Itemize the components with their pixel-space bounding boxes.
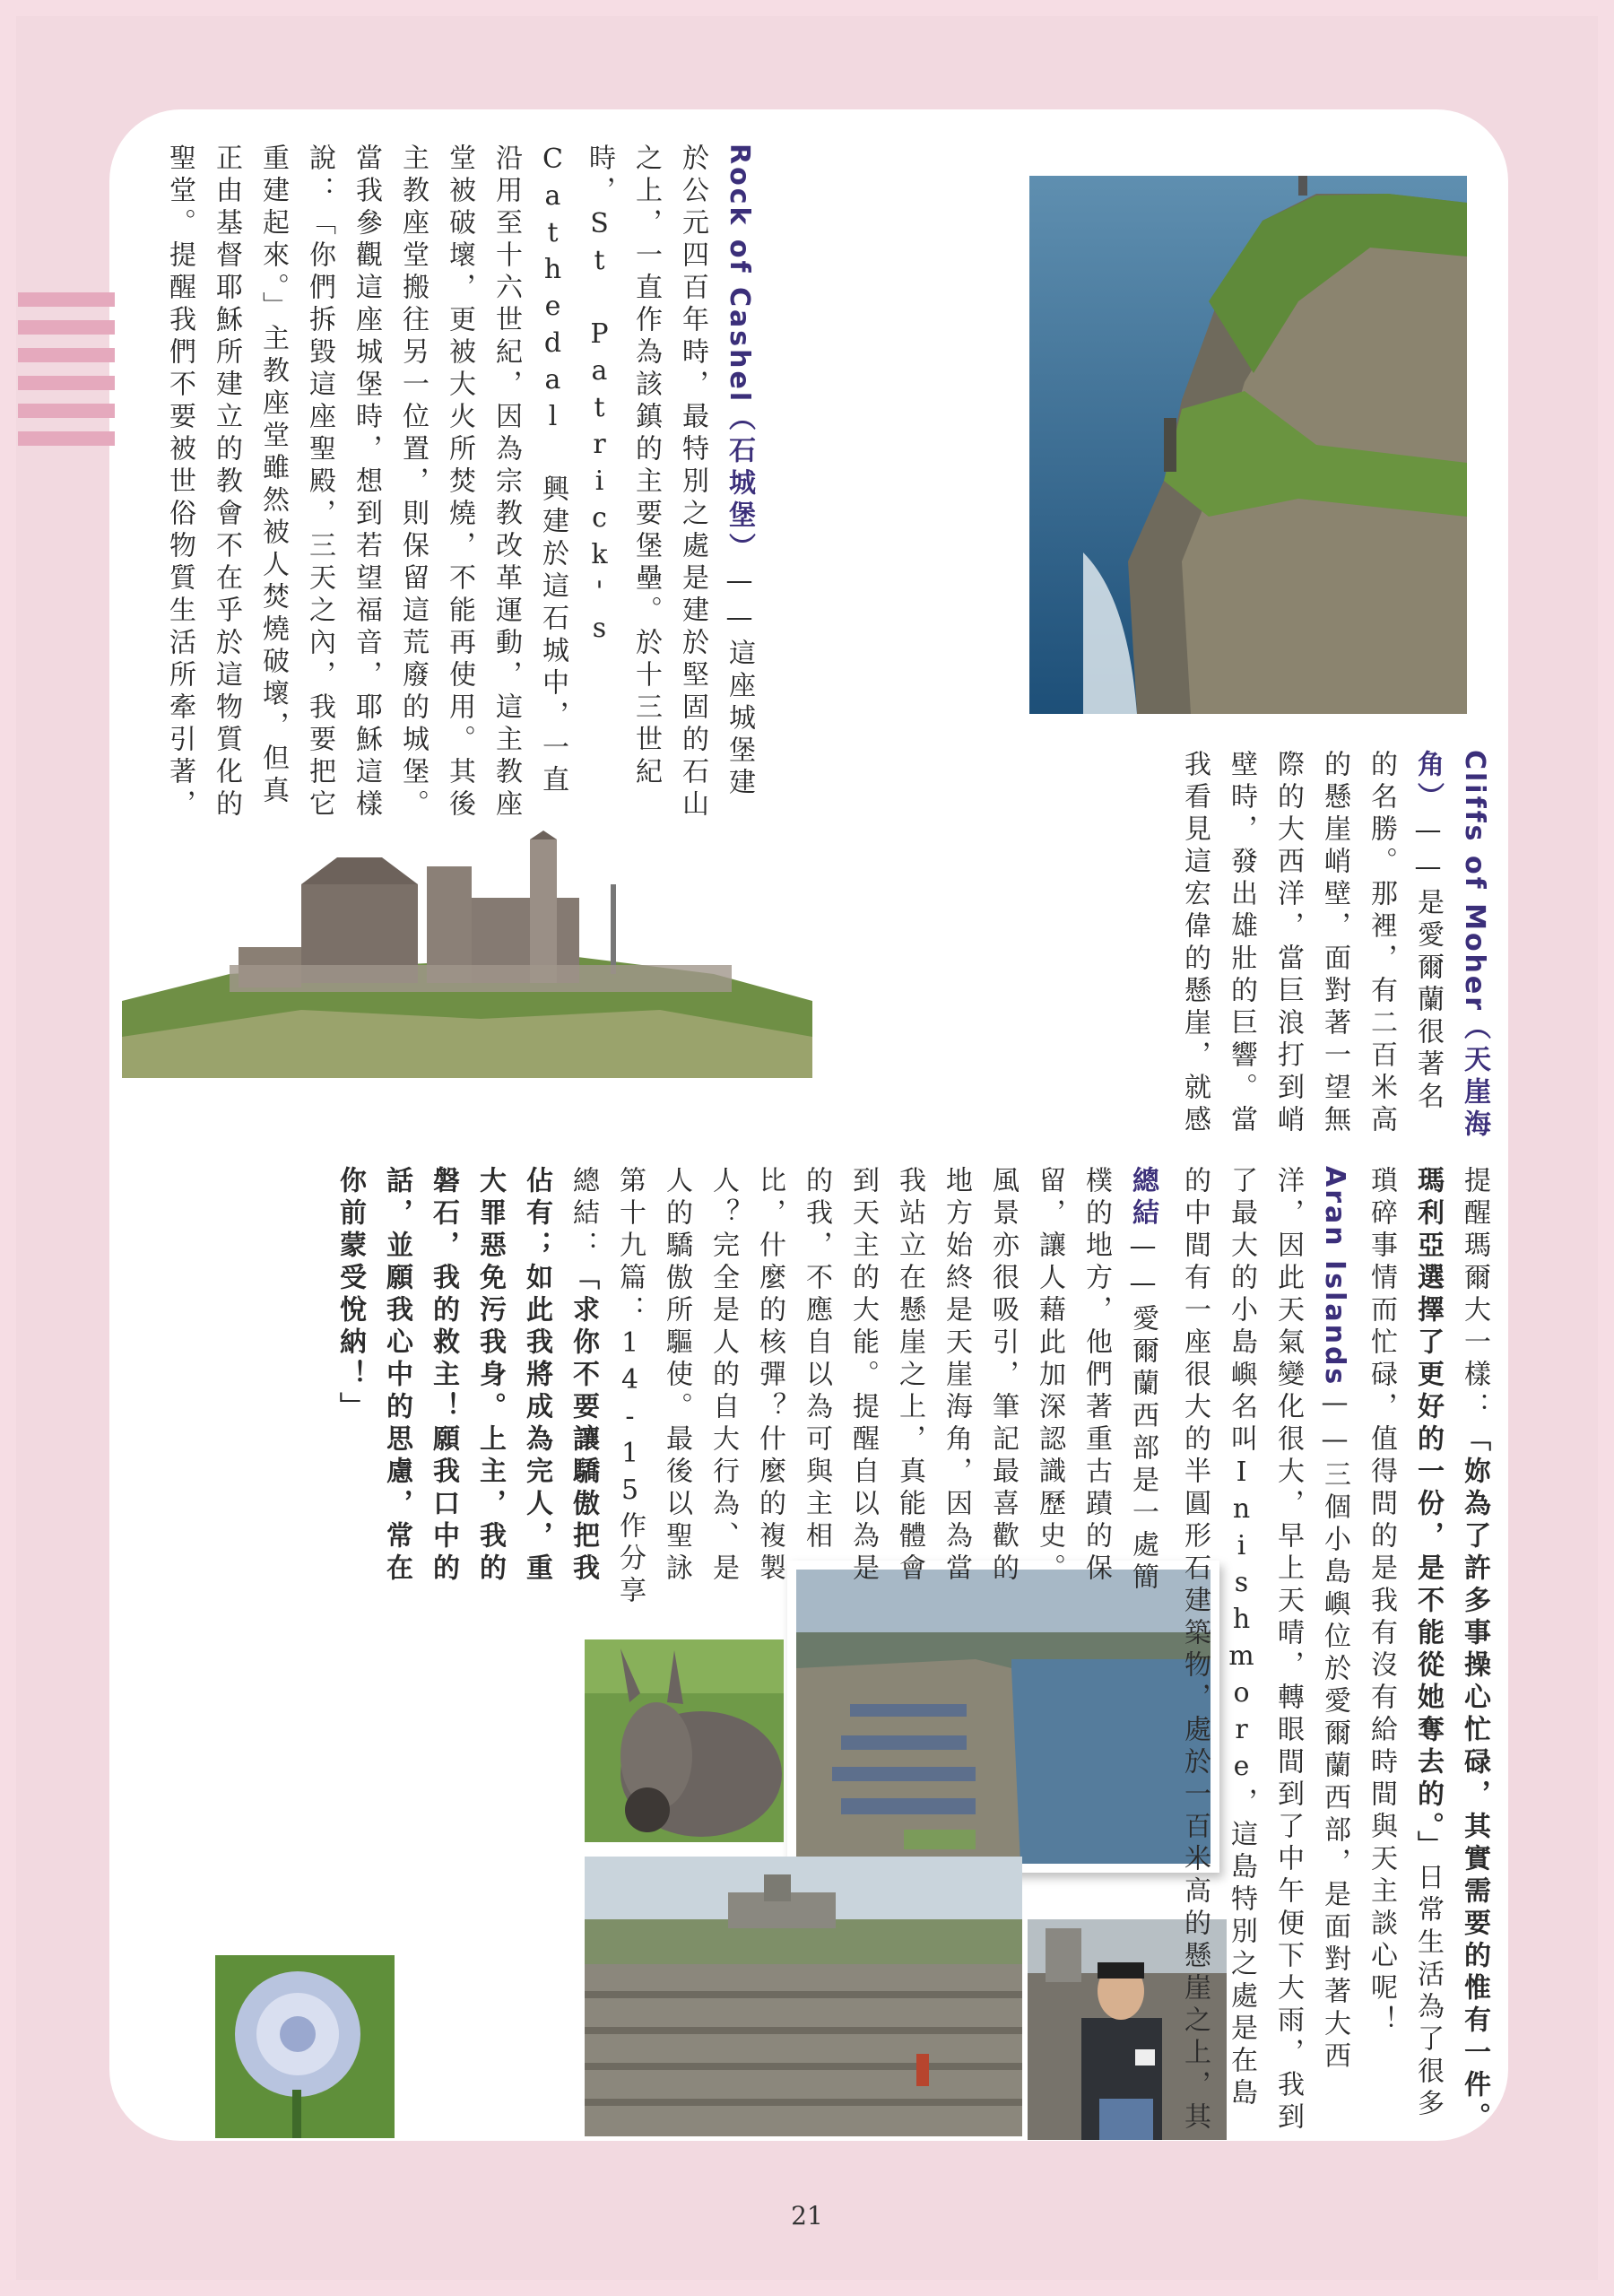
cashel-heading-cn: （石城堡）	[724, 404, 755, 566]
cliffs-section	[1171, 750, 1497, 1144]
luke-text-before: 提醒瑪爾大一樣：	[1459, 1166, 1490, 1424]
summary-dash: ——	[1127, 1231, 1158, 1304]
summary-section	[161, 1166, 1166, 1614]
cashel-dash: ——	[724, 565, 755, 639]
cliffs-text: 是愛爾蘭很著名的名勝。那裡，有二百米高的懸崖峭壁，面對著一望無際的大西洋，當巨浪打到峭壁時，發出雄壯的巨響。當我看見這宏偉的懸崖，就感	[1179, 750, 1444, 1137]
aran-dash: ——	[1319, 1387, 1350, 1461]
cashel-section	[161, 144, 762, 825]
aran-section	[1171, 1166, 1497, 2135]
cashel-text: 這座城堡建於公元四百年時，最特別之處是建於堅固的石山之上，一直作為該鎮的主要堡壘。於十三世紀時，St Patrick's Cathedal 興建於這石城中，一直沿用至十六世紀，因為宗教改革運動，這主教座堂被破壞，更被大火所焚燒，不能再使用。其後主教座堂搬往另一位置，則保留這荒廢的城堡。當我參觀這座城堡時，想到若望福音，耶穌這樣說：「你們拆毀這座聖殿，三天之內，我要把它重建起來。」主教座堂雖然被人焚燒破壞，但真正由基督耶穌所建立的教會不在乎於這物質化的聖堂。提醒我們不要被世俗物質生活所牽引著，	[164, 144, 755, 822]
luke-text-after: 日常生活為了很多瑣碎事情而忙碌，值得問的是我有沒有給時間與天主談心呢！	[1366, 1166, 1444, 2121]
aran-heading: Aran Islands	[1319, 1166, 1350, 1387]
cliffs-section-continued	[769, 144, 1019, 1076]
page-number: 21	[791, 2201, 823, 2231]
cliffs-dash: ——	[1412, 814, 1444, 888]
decorative-stripes	[18, 292, 115, 459]
psalm-quote: 「求你不要讓驕傲把我佔有；如此我將成為完人，重大罪惡免污我身。上主，我的磐石，我的救主！願我口中的話，並願我心中的思慮，常在你前蒙受悅納！」	[334, 1166, 599, 1586]
cliffs-heading-cn: （天崖海角）	[1412, 750, 1490, 1143]
rock-of-cashel-photo	[122, 831, 812, 1078]
cashel-heading: Rock of Cashel	[724, 144, 755, 404]
thistle-flower-photo	[215, 1955, 395, 2138]
luke-quote: 「妳為了許多事操心忙碌，其實需要的惟有一件。瑪利亞選擇了更好的一份，是不能從她奪去的。」	[1412, 1166, 1490, 2135]
aran-text: 三個小島嶼位於愛爾蘭西部，是面對著大西洋，因此天氣變化很大，早上天晴，轉眼間到了中午便下大雨，我到了最大的小島嶼名叫Inishmore，這島特別之處是在島的中間有一座很大的半圓形石建築物，處於一百米高的懸崖之上，其	[1179, 1166, 1350, 2135]
cliffs-of-moher-photo	[1029, 176, 1467, 714]
cliffs-heading: Cliffs of Moher	[1459, 750, 1490, 1013]
summary-text: 愛爾蘭西部是一處簡樸的地方，他們著重古蹟的保留，讓人藉此加深認識歷史。風景亦很吸引，筆記最喜歡的地方始終是天崖海角，因為當我站立在懸崖之上，真能體會到天主的大能。提醒自以為是的我，不應自以為可與主相比，什麼的核彈？什麼的複製人？完全是人的自大行為、是人的驕傲所驅使。最後以聖詠第十九篇：14-15作分享總結：	[568, 1166, 1158, 1608]
summary-heading: 總結	[1127, 1166, 1158, 1231]
donkey-photo	[585, 1639, 784, 1842]
stone-fort-photo	[585, 1857, 1022, 2136]
